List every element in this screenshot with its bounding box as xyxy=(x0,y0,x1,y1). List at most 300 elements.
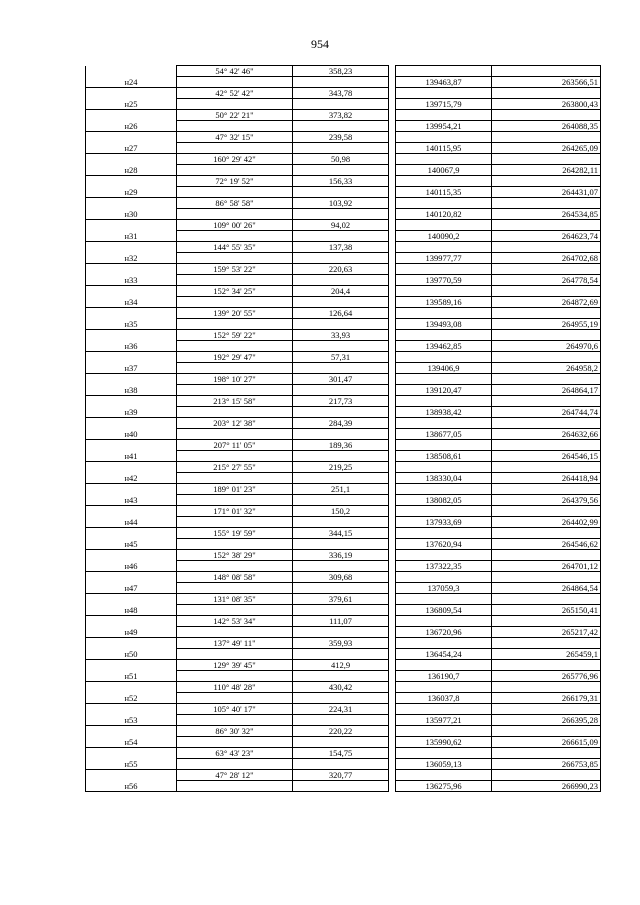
x-coordinate-cell xyxy=(396,110,492,121)
point-cell xyxy=(86,308,177,319)
direction-angle-cell xyxy=(177,737,293,748)
point-cell xyxy=(86,594,177,605)
y-coordinate-cell: 266753,85 xyxy=(492,759,601,770)
point-cell: н24 xyxy=(86,77,177,88)
spacer-cell xyxy=(389,407,396,418)
point-row xyxy=(86,341,601,352)
distance-cell: 220,63 xyxy=(293,264,389,275)
segment-row xyxy=(86,88,601,99)
direction-angle-cell xyxy=(177,231,293,242)
point-cell: н28 xyxy=(86,165,177,176)
y-coordinate-cell: 264864,17 xyxy=(492,385,601,396)
x-coordinate-cell: 140115,95 xyxy=(396,143,492,154)
segment-row xyxy=(86,220,601,231)
direction-angle-cell xyxy=(177,385,293,396)
distance-cell: 204,4 xyxy=(293,286,389,297)
y-coordinate-cell xyxy=(492,154,601,165)
spacer-cell xyxy=(389,209,396,220)
point-row xyxy=(86,693,601,704)
x-coordinate-cell: 136720,96 xyxy=(396,627,492,638)
segment-row xyxy=(86,616,601,627)
x-coordinate-cell: 140115,35 xyxy=(396,187,492,198)
segment-row xyxy=(86,374,601,385)
distance-cell xyxy=(293,363,389,374)
point-cell: н53 xyxy=(86,715,177,726)
y-coordinate-cell xyxy=(492,264,601,275)
x-coordinate-cell: 139493,08 xyxy=(396,319,492,330)
segment-row xyxy=(86,242,601,253)
direction-angle-cell xyxy=(177,319,293,330)
direction-angle-cell xyxy=(177,275,293,286)
direction-angle-cell xyxy=(177,759,293,770)
x-coordinate-cell xyxy=(396,352,492,363)
y-coordinate-cell xyxy=(492,110,601,121)
y-coordinate-cell xyxy=(492,748,601,759)
direction-angle-cell xyxy=(177,363,293,374)
y-coordinate-cell: 263566,51 xyxy=(492,77,601,88)
point-row xyxy=(86,473,601,484)
point-cell xyxy=(86,704,177,715)
point-row xyxy=(86,121,601,132)
y-coordinate-cell: 264088,35 xyxy=(492,121,601,132)
segment-row xyxy=(86,330,601,341)
y-coordinate-cell xyxy=(492,440,601,451)
spacer-cell xyxy=(389,88,396,99)
segment-row xyxy=(86,132,601,143)
spacer-cell xyxy=(389,770,396,781)
point-cell: н50 xyxy=(86,649,177,660)
direction-angle-cell: 203° 12' 38" xyxy=(177,418,293,429)
spacer-cell xyxy=(389,572,396,583)
point-row xyxy=(86,605,601,616)
x-coordinate-cell: 139120,47 xyxy=(396,385,492,396)
distance-cell xyxy=(293,429,389,440)
direction-angle-cell: 42° 52' 42" xyxy=(177,88,293,99)
point-cell: н55 xyxy=(86,759,177,770)
spacer-cell xyxy=(389,297,396,308)
page-number: 954 xyxy=(311,37,329,51)
point-row xyxy=(86,187,601,198)
point-cell: н35 xyxy=(86,319,177,330)
segment-row xyxy=(86,308,601,319)
direction-angle-cell xyxy=(177,473,293,484)
spacer-cell xyxy=(389,583,396,594)
spacer-cell xyxy=(389,517,396,528)
distance-cell xyxy=(293,627,389,638)
coordinates-table xyxy=(85,65,601,792)
spacer-cell xyxy=(389,715,396,726)
spacer-cell xyxy=(389,550,396,561)
y-coordinate-cell xyxy=(492,198,601,209)
spacer-cell xyxy=(389,704,396,715)
point-cell xyxy=(86,462,177,473)
x-coordinate-cell: 139715,79 xyxy=(396,99,492,110)
x-coordinate-cell: 138330,04 xyxy=(396,473,492,484)
point-row xyxy=(86,539,601,550)
point-row xyxy=(86,275,601,286)
point-cell: н38 xyxy=(86,385,177,396)
y-coordinate-cell: 266990,23 xyxy=(492,781,601,792)
x-coordinate-cell: 136059,13 xyxy=(396,759,492,770)
spacer-cell xyxy=(389,330,396,341)
point-row xyxy=(86,165,601,176)
distance-cell xyxy=(293,341,389,352)
y-coordinate-cell: 266615,09 xyxy=(492,737,601,748)
x-coordinate-cell: 140067,9 xyxy=(396,165,492,176)
y-coordinate-cell xyxy=(492,528,601,539)
x-coordinate-cell: 136809,54 xyxy=(396,605,492,616)
distance-cell: 103,92 xyxy=(293,198,389,209)
spacer-cell xyxy=(389,198,396,209)
distance-cell xyxy=(293,759,389,770)
y-coordinate-cell: 264431,07 xyxy=(492,187,601,198)
y-coordinate-cell xyxy=(492,462,601,473)
spacer-cell xyxy=(389,385,396,396)
y-coordinate-cell: 263800,43 xyxy=(492,99,601,110)
distance-cell xyxy=(293,407,389,418)
point-cell xyxy=(86,528,177,539)
distance-cell xyxy=(293,209,389,220)
point-cell xyxy=(86,352,177,363)
segment-row xyxy=(86,286,601,297)
direction-angle-cell xyxy=(177,539,293,550)
point-row xyxy=(86,671,601,682)
segment-row xyxy=(86,154,601,165)
spacer-cell xyxy=(389,594,396,605)
point-cell xyxy=(86,242,177,253)
point-row xyxy=(86,319,601,330)
point-cell xyxy=(86,550,177,561)
spacer-cell xyxy=(389,242,396,253)
y-coordinate-cell: 264265,09 xyxy=(492,143,601,154)
direction-angle-cell: 152° 34' 25" xyxy=(177,286,293,297)
direction-angle-cell xyxy=(177,561,293,572)
direction-angle-cell xyxy=(177,627,293,638)
point-row xyxy=(86,99,601,110)
spacer-cell xyxy=(389,682,396,693)
direction-angle-cell: 86° 30' 32" xyxy=(177,726,293,737)
y-coordinate-cell xyxy=(492,242,601,253)
direction-angle-cell xyxy=(177,693,293,704)
x-coordinate-cell: 137059,3 xyxy=(396,583,492,594)
x-coordinate-cell xyxy=(396,770,492,781)
x-coordinate-cell xyxy=(396,572,492,583)
point-cell: н46 xyxy=(86,561,177,572)
y-coordinate-cell: 264379,56 xyxy=(492,495,601,506)
direction-angle-cell xyxy=(177,407,293,418)
distance-cell xyxy=(293,715,389,726)
point-cell: н27 xyxy=(86,143,177,154)
x-coordinate-cell xyxy=(396,176,492,187)
point-cell: н56 xyxy=(86,781,177,792)
x-coordinate-cell xyxy=(396,286,492,297)
point-row xyxy=(86,363,601,374)
x-coordinate-cell xyxy=(396,418,492,429)
segment-row xyxy=(86,110,601,121)
spacer-cell xyxy=(389,616,396,627)
segment-row xyxy=(86,528,601,539)
point-cell xyxy=(86,418,177,429)
direction-angle-cell xyxy=(177,143,293,154)
spacer-cell xyxy=(389,440,396,451)
distance-cell xyxy=(293,561,389,572)
y-coordinate-cell xyxy=(492,660,601,671)
distance-cell: 219,25 xyxy=(293,462,389,473)
spacer-cell xyxy=(389,484,396,495)
x-coordinate-cell: 137620,94 xyxy=(396,539,492,550)
segment-row xyxy=(86,682,601,693)
x-coordinate-cell: 140090,2 xyxy=(396,231,492,242)
point-cell: н51 xyxy=(86,671,177,682)
point-row xyxy=(86,77,601,88)
spacer-cell xyxy=(389,748,396,759)
point-row xyxy=(86,297,601,308)
spacer-cell xyxy=(389,110,396,121)
point-row xyxy=(86,583,601,594)
spacer-cell xyxy=(389,341,396,352)
spacer-cell xyxy=(389,396,396,407)
distance-cell xyxy=(293,517,389,528)
x-coordinate-cell: 139770,59 xyxy=(396,275,492,286)
spacer-cell xyxy=(389,352,396,363)
distance-cell: 430,42 xyxy=(293,682,389,693)
point-row xyxy=(86,561,601,572)
point-cell xyxy=(86,638,177,649)
point-cell: н44 xyxy=(86,517,177,528)
distance-cell: 217,73 xyxy=(293,396,389,407)
direction-angle-cell: 144° 55' 35" xyxy=(177,242,293,253)
spacer-cell xyxy=(389,462,396,473)
distance-cell: 284,39 xyxy=(293,418,389,429)
direction-angle-cell: 54° 42' 46" xyxy=(177,66,293,77)
point-row xyxy=(86,517,601,528)
spacer-cell xyxy=(389,99,396,110)
spacer-cell xyxy=(389,539,396,550)
point-cell: н36 xyxy=(86,341,177,352)
distance-cell: 94,02 xyxy=(293,220,389,231)
x-coordinate-cell: 136190,7 xyxy=(396,671,492,682)
y-coordinate-cell xyxy=(492,132,601,143)
y-coordinate-cell xyxy=(492,330,601,341)
spacer-cell xyxy=(389,253,396,264)
direction-angle-cell xyxy=(177,297,293,308)
point-row xyxy=(86,627,601,638)
spacer-cell xyxy=(389,451,396,462)
y-coordinate-cell: 264701,12 xyxy=(492,561,601,572)
distance-cell: 358,23 xyxy=(293,66,389,77)
point-cell xyxy=(86,286,177,297)
segment-row xyxy=(86,594,601,605)
point-cell xyxy=(86,264,177,275)
x-coordinate-cell xyxy=(396,462,492,473)
y-coordinate-cell: 264546,62 xyxy=(492,539,601,550)
y-coordinate-cell xyxy=(492,726,601,737)
spacer-cell xyxy=(389,781,396,792)
spacer-cell xyxy=(389,143,396,154)
x-coordinate-cell xyxy=(396,616,492,627)
distance-cell xyxy=(293,737,389,748)
spacer-cell xyxy=(389,726,396,737)
spacer-cell xyxy=(389,231,396,242)
spacer-cell xyxy=(389,638,396,649)
x-coordinate-cell: 137322,35 xyxy=(396,561,492,572)
distance-cell: 373,82 xyxy=(293,110,389,121)
spacer-cell xyxy=(389,220,396,231)
distance-cell: 336,19 xyxy=(293,550,389,561)
segment-row xyxy=(86,484,601,495)
distance-cell: 189,36 xyxy=(293,440,389,451)
point-cell: н43 xyxy=(86,495,177,506)
y-coordinate-cell xyxy=(492,484,601,495)
direction-angle-cell: 152° 59' 22" xyxy=(177,330,293,341)
distance-cell xyxy=(293,495,389,506)
direction-angle-cell xyxy=(177,165,293,176)
point-cell xyxy=(86,374,177,385)
distance-cell: 320,77 xyxy=(293,770,389,781)
x-coordinate-cell xyxy=(396,198,492,209)
direction-angle-cell xyxy=(177,605,293,616)
point-cell xyxy=(86,682,177,693)
distance-cell xyxy=(293,77,389,88)
distance-cell: 343,78 xyxy=(293,88,389,99)
direction-angle-cell xyxy=(177,671,293,682)
direction-angle-cell xyxy=(177,253,293,264)
point-cell: н52 xyxy=(86,693,177,704)
distance-cell: 50,98 xyxy=(293,154,389,165)
segment-row xyxy=(86,550,601,561)
point-cell: н48 xyxy=(86,605,177,616)
spacer-cell xyxy=(389,308,396,319)
x-coordinate-cell: 136454,24 xyxy=(396,649,492,660)
spacer-cell xyxy=(389,66,396,77)
x-coordinate-cell xyxy=(396,638,492,649)
direction-angle-cell xyxy=(177,99,293,110)
x-coordinate-cell: 136037,8 xyxy=(396,693,492,704)
direction-angle-cell xyxy=(177,209,293,220)
x-coordinate-cell xyxy=(396,594,492,605)
x-coordinate-cell xyxy=(396,220,492,231)
point-row xyxy=(86,143,601,154)
point-cell xyxy=(86,484,177,495)
coordinates-table-body xyxy=(86,66,601,792)
segment-row xyxy=(86,506,601,517)
point-cell xyxy=(86,572,177,583)
spacer-cell xyxy=(389,429,396,440)
spacer-cell xyxy=(389,264,396,275)
x-coordinate-cell xyxy=(396,528,492,539)
x-coordinate-cell: 138938,42 xyxy=(396,407,492,418)
segment-row xyxy=(86,176,601,187)
distance-cell xyxy=(293,99,389,110)
x-coordinate-cell xyxy=(396,264,492,275)
segment-row xyxy=(86,726,601,737)
y-coordinate-cell: 264744,74 xyxy=(492,407,601,418)
distance-cell: 344,15 xyxy=(293,528,389,539)
y-coordinate-cell xyxy=(492,770,601,781)
y-coordinate-cell xyxy=(492,506,601,517)
y-coordinate-cell xyxy=(492,286,601,297)
direction-angle-cell: 192° 29' 47" xyxy=(177,352,293,363)
distance-cell xyxy=(293,231,389,242)
direction-angle-cell: 105° 40' 17" xyxy=(177,704,293,715)
y-coordinate-cell: 264534,85 xyxy=(492,209,601,220)
point-cell xyxy=(86,198,177,209)
point-cell: н37 xyxy=(86,363,177,374)
y-coordinate-cell: 264546,15 xyxy=(492,451,601,462)
point-cell xyxy=(86,396,177,407)
segment-row xyxy=(86,572,601,583)
direction-angle-cell: 131° 08' 35" xyxy=(177,594,293,605)
point-cell xyxy=(86,616,177,627)
y-coordinate-cell: 264623,74 xyxy=(492,231,601,242)
distance-cell: 33,93 xyxy=(293,330,389,341)
distance-cell: 251,1 xyxy=(293,484,389,495)
distance-cell: 154,75 xyxy=(293,748,389,759)
point-cell: н29 xyxy=(86,187,177,198)
y-coordinate-cell: 265459,1 xyxy=(492,649,601,660)
point-row xyxy=(86,715,601,726)
distance-cell xyxy=(293,319,389,330)
x-coordinate-cell xyxy=(396,682,492,693)
distance-cell xyxy=(293,385,389,396)
direction-angle-cell xyxy=(177,451,293,462)
point-cell xyxy=(86,110,177,121)
point-row xyxy=(86,385,601,396)
distance-cell xyxy=(293,539,389,550)
y-coordinate-cell xyxy=(492,352,601,363)
direction-angle-cell: 137° 49' 11" xyxy=(177,638,293,649)
distance-cell: 126,64 xyxy=(293,308,389,319)
distance-cell: 137,38 xyxy=(293,242,389,253)
point-cell: н30 xyxy=(86,209,177,220)
direction-angle-cell: 47° 28' 12" xyxy=(177,770,293,781)
x-coordinate-cell xyxy=(396,704,492,715)
spacer-cell xyxy=(389,759,396,770)
y-coordinate-cell xyxy=(492,616,601,627)
x-coordinate-cell xyxy=(396,726,492,737)
x-coordinate-cell: 139977,77 xyxy=(396,253,492,264)
direction-angle-cell: 139° 20' 55" xyxy=(177,308,293,319)
distance-cell xyxy=(293,451,389,462)
point-cell xyxy=(86,440,177,451)
x-coordinate-cell xyxy=(396,396,492,407)
point-cell: н39 xyxy=(86,407,177,418)
point-cell xyxy=(86,748,177,759)
point-cell: н34 xyxy=(86,297,177,308)
point-cell: н25 xyxy=(86,99,177,110)
point-row xyxy=(86,451,601,462)
direction-angle-cell xyxy=(177,341,293,352)
distance-cell: 309,68 xyxy=(293,572,389,583)
point-row xyxy=(86,781,601,792)
direction-angle-cell: 142° 53' 34" xyxy=(177,616,293,627)
direction-angle-cell xyxy=(177,495,293,506)
distance-cell xyxy=(293,275,389,286)
y-coordinate-cell: 264872,69 xyxy=(492,297,601,308)
x-coordinate-cell xyxy=(396,242,492,253)
x-coordinate-cell xyxy=(396,132,492,143)
spacer-cell xyxy=(389,176,396,187)
x-coordinate-cell: 135990,62 xyxy=(396,737,492,748)
point-row xyxy=(86,759,601,770)
y-coordinate-cell xyxy=(492,220,601,231)
distance-cell: 359,93 xyxy=(293,638,389,649)
x-coordinate-cell: 136275,96 xyxy=(396,781,492,792)
y-coordinate-cell xyxy=(492,374,601,385)
point-cell xyxy=(86,176,177,187)
y-coordinate-cell xyxy=(492,550,601,561)
distance-cell: 412,9 xyxy=(293,660,389,671)
